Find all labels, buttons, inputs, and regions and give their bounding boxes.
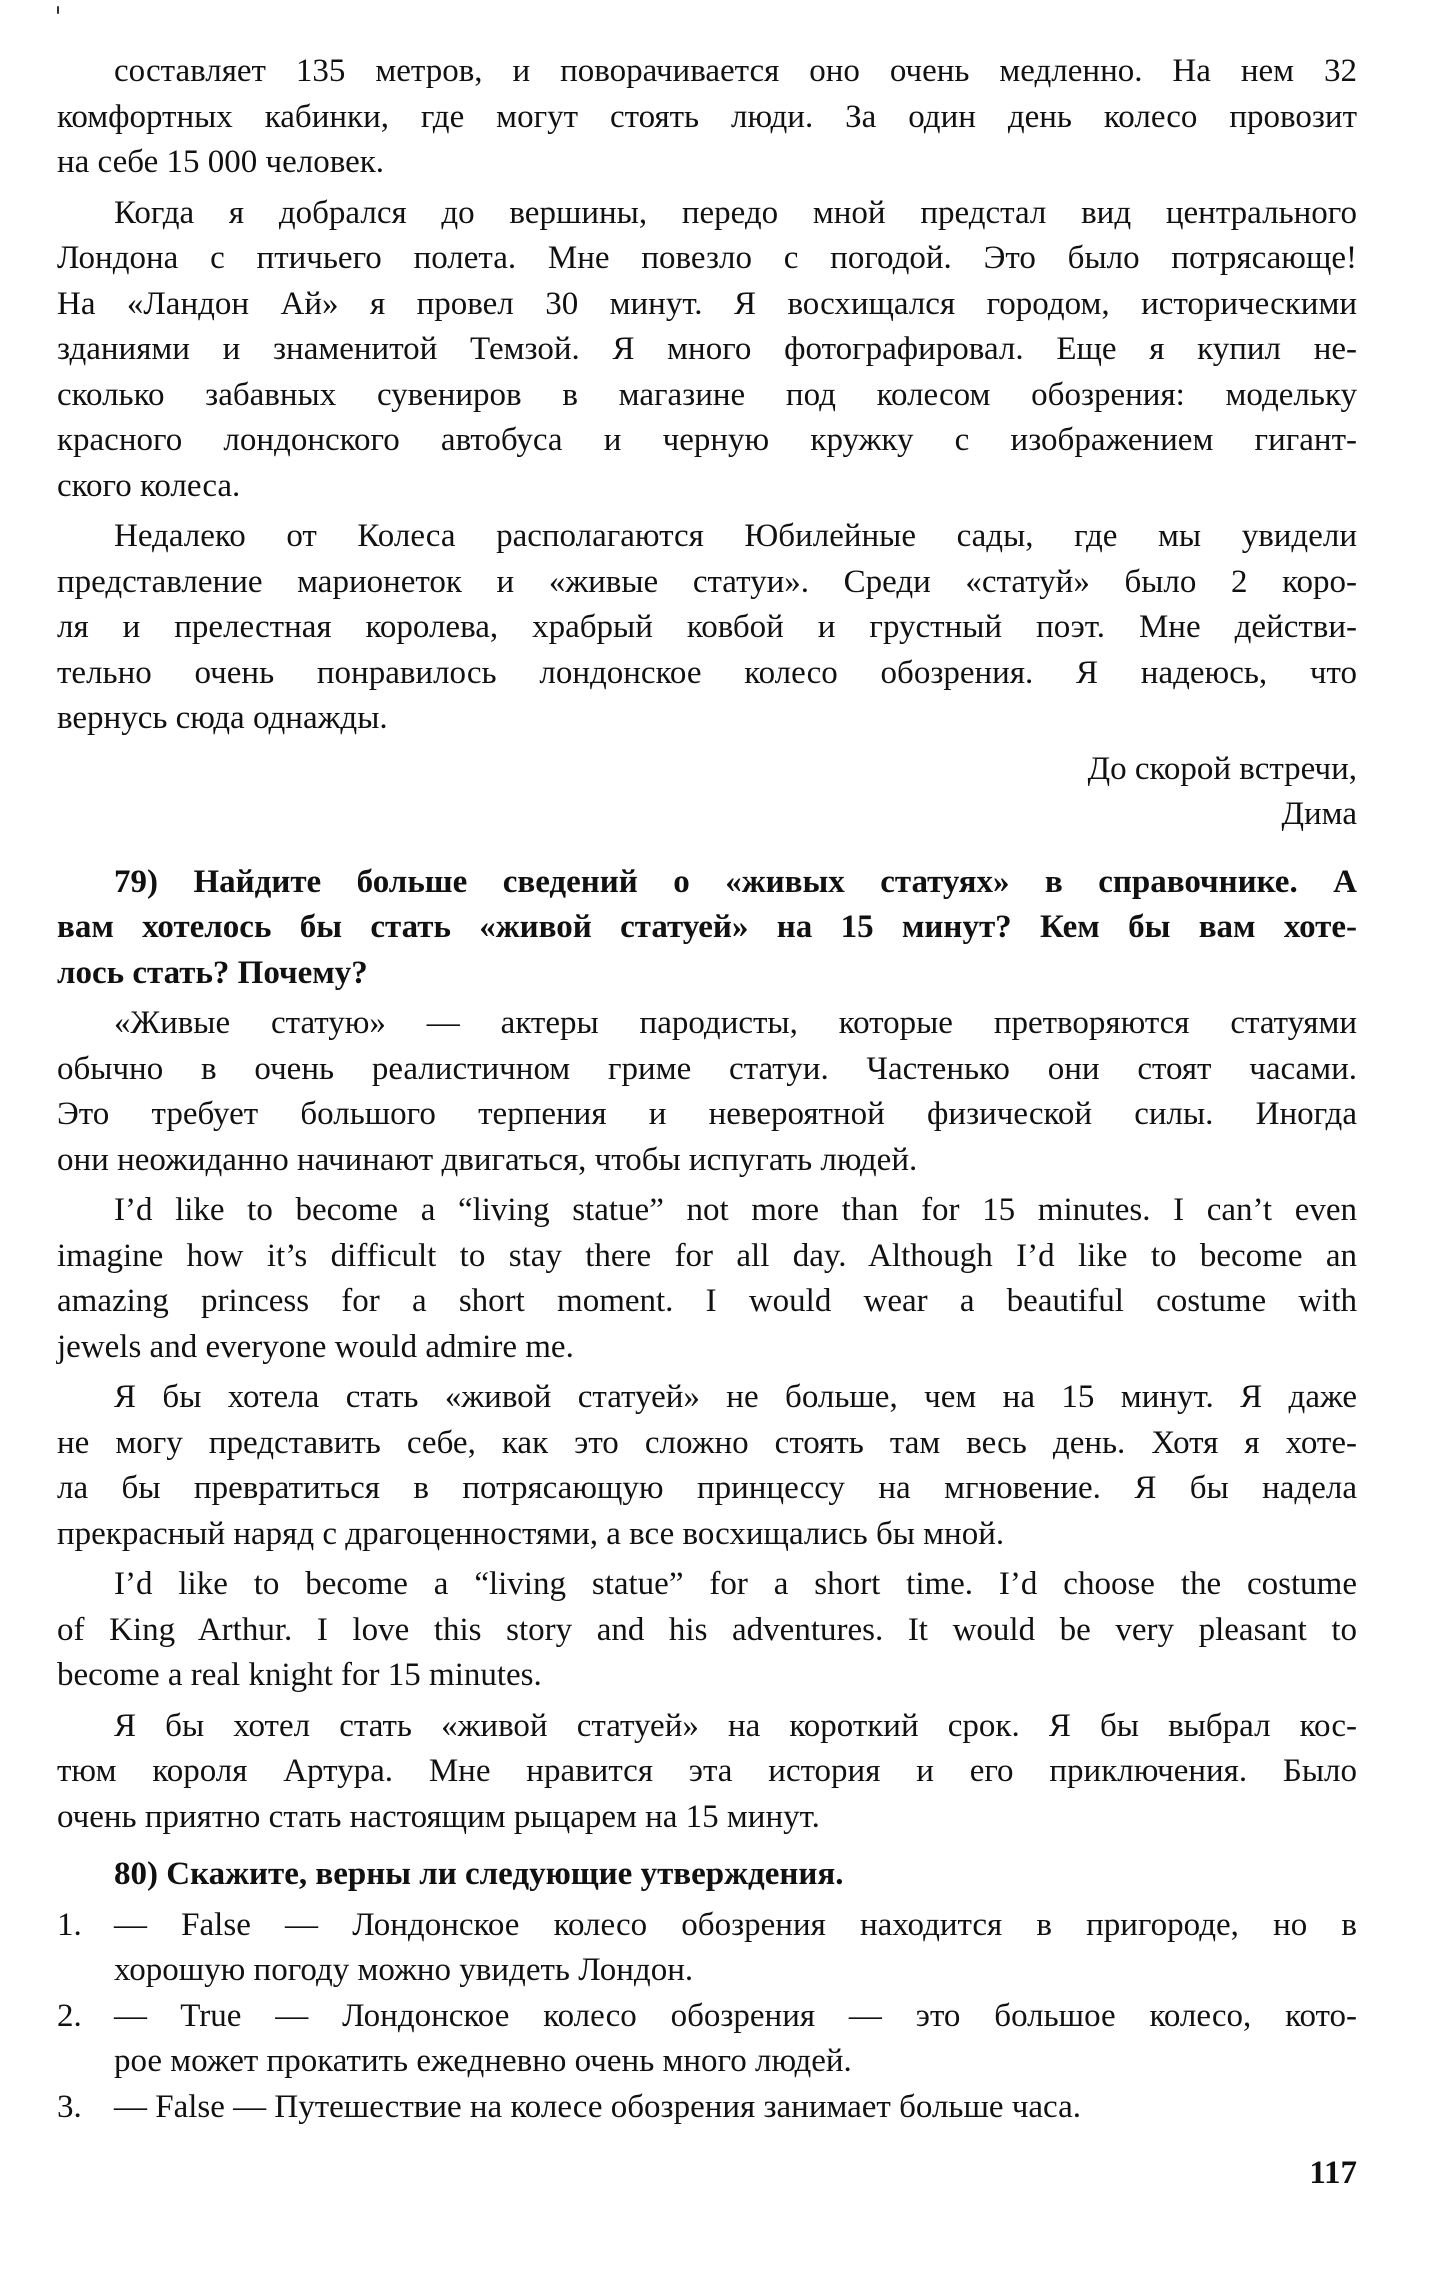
- text-line: хорошую погоду можно увидеть Лондон.: [114, 1952, 694, 1988]
- statement-item: [57, 2085, 1357, 2131]
- answer-russian-2: [57, 1704, 1357, 1841]
- text-line: I’d like to become a “living statue” not more than for 15 minutes. I can’t even: [114, 1192, 1357, 1228]
- scan-speck: [57, 6, 59, 14]
- text-line: ля и прелестная королева, храбрый ковбой и грустный поэт. Мне действи-: [57, 609, 1357, 645]
- statement-number: 1.: [57, 1906, 82, 1943]
- paragraph-1: [57, 49, 1357, 186]
- text-line: — False — Лондонское колесо обозрения находится в пригороде, но в: [114, 1906, 1357, 1943]
- text-line: «Живые статую» — актеры пародисты, которые претворяются статуями: [114, 1005, 1357, 1041]
- text-line: — True — Лондонское колесо обозрения — это большое колесо, кото-: [114, 1997, 1357, 2034]
- text-line: вам хотелось бы стать «живой статуей» на 15 минут? Кем бы вам хоте-: [57, 909, 1357, 945]
- text-line: ла бы превратиться в потрясающую принцессу на мгновение. Я бы надела: [57, 1470, 1357, 1506]
- text-line: рое может прокатить ежедневно очень много людей.: [114, 2043, 852, 2079]
- text-line: прекрасный наряд с драгоценностями, а все восхищались бы мной.: [57, 1515, 1005, 1552]
- paragraph-3: [57, 514, 1357, 742]
- text-line: комфортных кабинки, где могут стоять люди. За один день колесо провозит: [57, 98, 1357, 135]
- question-80-text: 80) Скажите, верны ли следующие утверждения.: [114, 1856, 844, 1892]
- text-line: I’d like to become a “living statue” for a short time. I’d choose the costume: [114, 1566, 1357, 1602]
- text-line: на себе 15 000 человек.: [57, 144, 385, 180]
- text-line: Я бы хотела стать «живой статуей» не больше, чем на 15 минут. Я даже: [114, 1379, 1357, 1415]
- text-line: Это требует большого терпения и невероятной физической силы. Иногда: [57, 1096, 1357, 1132]
- text-line: зданиями и знаменитой Темзой. Я много фотографировал. Еще я купил не-: [57, 331, 1357, 367]
- text-line: представление марионеток и «живые статуи». Среди «статуй» было 2 коро-: [57, 563, 1357, 600]
- paragraph-living-statues: [57, 1001, 1357, 1183]
- text-line: imagine how it’s difficult to stay there for all day. Although I’d like to become an: [57, 1237, 1357, 1274]
- text-line: jewels and everyone would admire me.: [57, 1328, 574, 1365]
- text-line: 79) Найдите больше сведений о «живых статуях» в справочнике. А: [114, 863, 1357, 900]
- text-line: не могу представить себе, как это сложно стоять там весь день. Хотя я хоте-: [57, 1424, 1357, 1461]
- text-line: become a real knight for 15 minutes.: [57, 1657, 542, 1693]
- paragraph-2: [57, 191, 1357, 510]
- question-80: [57, 1852, 1357, 1898]
- text-line: Лондона с птичьего полета. Мне повезло с погодой. Это было потрясающе!: [57, 240, 1357, 276]
- text-line: amazing princess for a short moment. I would wear a beautiful costume with: [57, 1283, 1357, 1319]
- text-line: Дима: [1281, 796, 1357, 832]
- statement-item: [57, 1994, 1357, 2085]
- text-line: лось стать? Почему?: [57, 954, 368, 991]
- text-line: Недалеко от Колеса располагаются Юбилейные сады, где мы увидели: [114, 518, 1357, 554]
- text-line: Когда я добрался до вершины, передо мной предстал вид центрального: [114, 194, 1357, 231]
- signature: [57, 747, 1357, 838]
- question-79: [57, 860, 1357, 997]
- document-body: [57, 49, 1357, 2130]
- statement-item: [57, 1903, 1357, 1994]
- answer-english-2: [57, 1562, 1357, 1699]
- statement-number: 2.: [57, 1997, 82, 2034]
- text-line: составляет 135 метров, и поворачивается оно очень медленно. На нем 32: [114, 53, 1357, 89]
- text-line: На «Ландон Ай» я провел 30 минут. Я восхищался городом, историческими: [57, 285, 1357, 322]
- text-line: обычно в очень реалистичном гриме статуи. Частенько они стоят часами.: [57, 1050, 1357, 1087]
- text-line: очень приятно стать настоящим рыцарем на 15 минут.: [57, 1798, 820, 1835]
- text-line: До скорой встречи,: [1087, 750, 1357, 787]
- page-number: 117: [1309, 2155, 1357, 2191]
- answer-english-1: [57, 1188, 1357, 1370]
- text-line: красного лондонского автобуса и черную кружку с изображением гигант-: [57, 422, 1357, 458]
- text-line: Я бы хотел стать «живой статуей» на короткий срок. Я бы выбрал кос-: [114, 1707, 1357, 1744]
- text-line: они неожиданно начинают двигаться, чтобы испугать людей.: [57, 1141, 918, 1178]
- text-line: ского колеса.: [57, 467, 241, 504]
- text-line: — False — Путешествие на колесе обозрения занимает больше часа.: [114, 2088, 1081, 2125]
- text-line: сколько забавных сувениров в магазине под колесом обозрения: модельку: [57, 376, 1357, 413]
- statement-number: 3.: [57, 2088, 82, 2125]
- statement-list: [57, 1903, 1357, 2131]
- text-line: вернусь сюда однажды.: [57, 700, 388, 736]
- text-line: тельно очень понравилось лондонское колесо обозрения. Я надеюсь, что: [57, 654, 1357, 691]
- text-line: тюм короля Артура. Мне нравится эта история и его приключения. Было: [57, 1753, 1357, 1789]
- text-line: of King Arthur. I love this story and his adventures. It would be very pleasant to: [57, 1611, 1357, 1648]
- answer-russian-1: [57, 1375, 1357, 1557]
